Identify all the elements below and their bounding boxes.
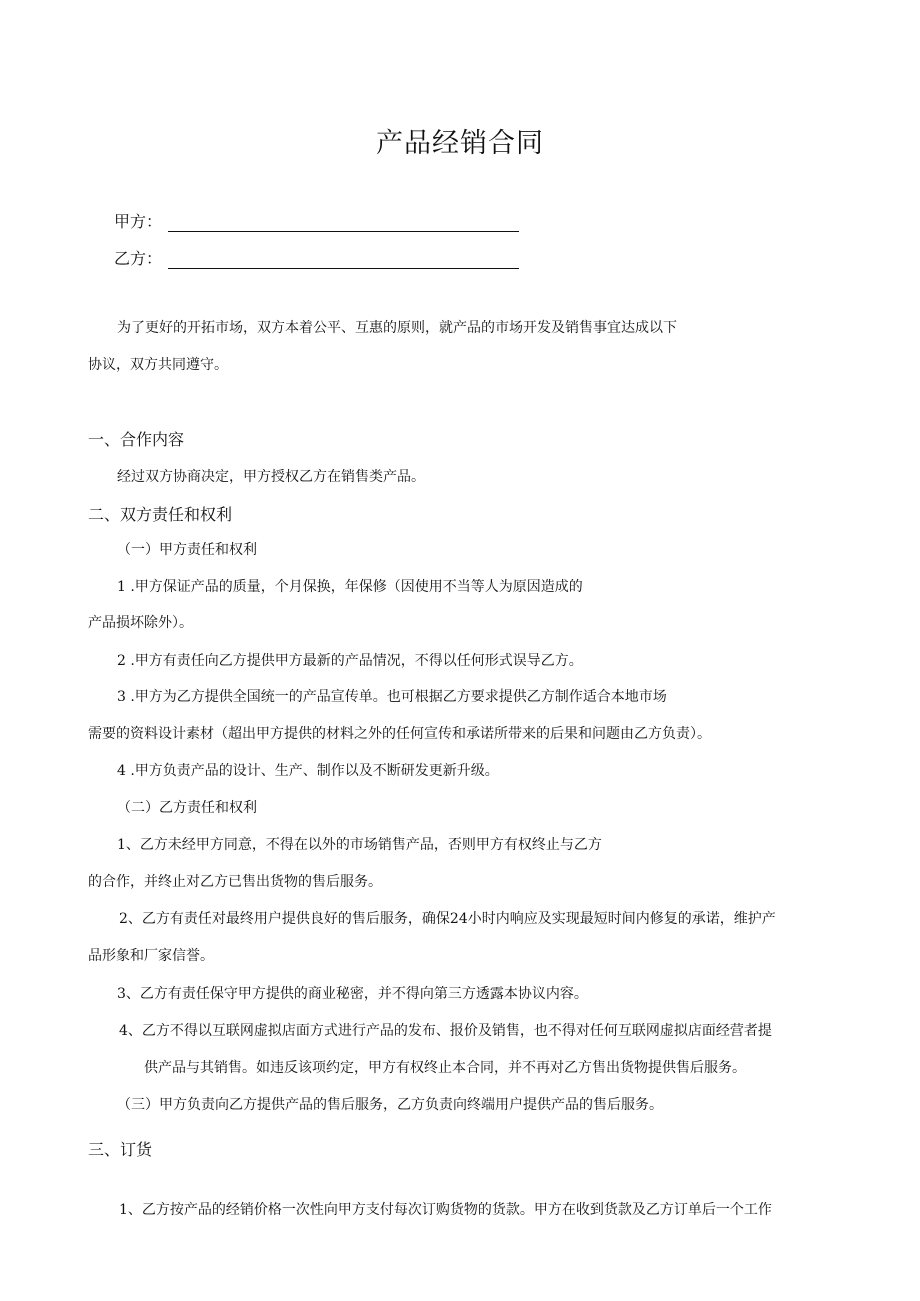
section-1-heading: 一、合作内容 (88, 430, 185, 449)
subsection-c: （三）甲方负责向乙方提供产品的售后服务，乙方负责向终端用户提供产品的售后服务。 (117, 1097, 663, 1113)
clause-b4-line-1: 4、乙方不得以互联网虚拟店面方式进行产品的发布、报价及销售，也不得对任何互联网虚拟店面经营者提 (119, 1023, 772, 1039)
clause-b2-line-2: 品形象和厂家信誉。 (88, 948, 214, 964)
clause-a4: 4 .甲方负责产品的设计、生产、制作以及不断研发更新升级。 (117, 763, 499, 779)
clause-b4-line-2: 供产品与其销售。如违反该项约定，甲方有权终止本合同，并不再对乙方售出货物提供售后服务。 (144, 1060, 746, 1076)
document-title: 产品经销合同 (376, 128, 544, 159)
clause-c1-line-1: 1、乙方按产品的经销价格一次性向甲方支付每次订购货物的货款。甲方在收到货款及乙方订单后一个工作 (119, 1202, 772, 1218)
clause-b1-line-1: 1、乙方未经甲方同意，不得在以外的市场销售产品，否则甲方有权终止与乙方 (117, 837, 602, 853)
section-1-paragraph: 经过双方协商决定，甲方授权乙方在销售类产品。 (117, 469, 425, 485)
party-a-label: 甲方： (114, 212, 163, 231)
clause-a2: 2 .甲方有责任向乙方提供甲方最新的产品情况，不得以任何形式误导乙方。 (117, 653, 583, 669)
party-b-blank-line (168, 268, 519, 269)
clause-b1-line-2: 的合作，并终止对乙方已售出货物的售后服务。 (88, 874, 382, 890)
intro-line-1: 为了更好的开拓市场，双方本着公平、互惠的原则，就产品的市场开发及销售事宜达成以下 (117, 320, 677, 336)
clause-a1-line-2: 产品损坏除外）。 (88, 615, 193, 631)
clause-b2-line-1: 2、乙方有责任对最终用户提供良好的售后服务，确保24小时内响应及实现最短时间内修复的承诺，维护产 (119, 911, 776, 927)
clause-b3: 3、乙方有责任保守甲方提供的商业秘密，并不得向第三方透露本协议内容。 (117, 986, 588, 1002)
subsection-a-heading: （一）甲方责任和权利 (117, 542, 257, 558)
clause-a3-line-1: 3 .甲方为乙方提供全国统一的产品宣传单。也可根据乙方要求提供乙方制作适合本地市场 (117, 689, 667, 705)
intro-line-2: 协议，双方共同遵守。 (88, 357, 228, 373)
subsection-b-heading: （二）乙方责任和权利 (117, 800, 257, 816)
section-2-heading: 二、双方责任和权利 (88, 505, 233, 524)
party-b-label: 乙方： (114, 249, 163, 268)
section-3-heading: 三、订货 (88, 1140, 153, 1159)
clause-a3-line-2: 需要的资料设计素材（超出甲方提供的材料之外的任何宣传和承诺所带来的后果和问题由乙方负责）。 (88, 726, 711, 742)
party-a-blank-line (168, 231, 519, 232)
clause-a1-line-1: 1 .甲方保证产品的质量，个月保换，年保修（因使用不当等人为原因造成的 (117, 579, 583, 595)
